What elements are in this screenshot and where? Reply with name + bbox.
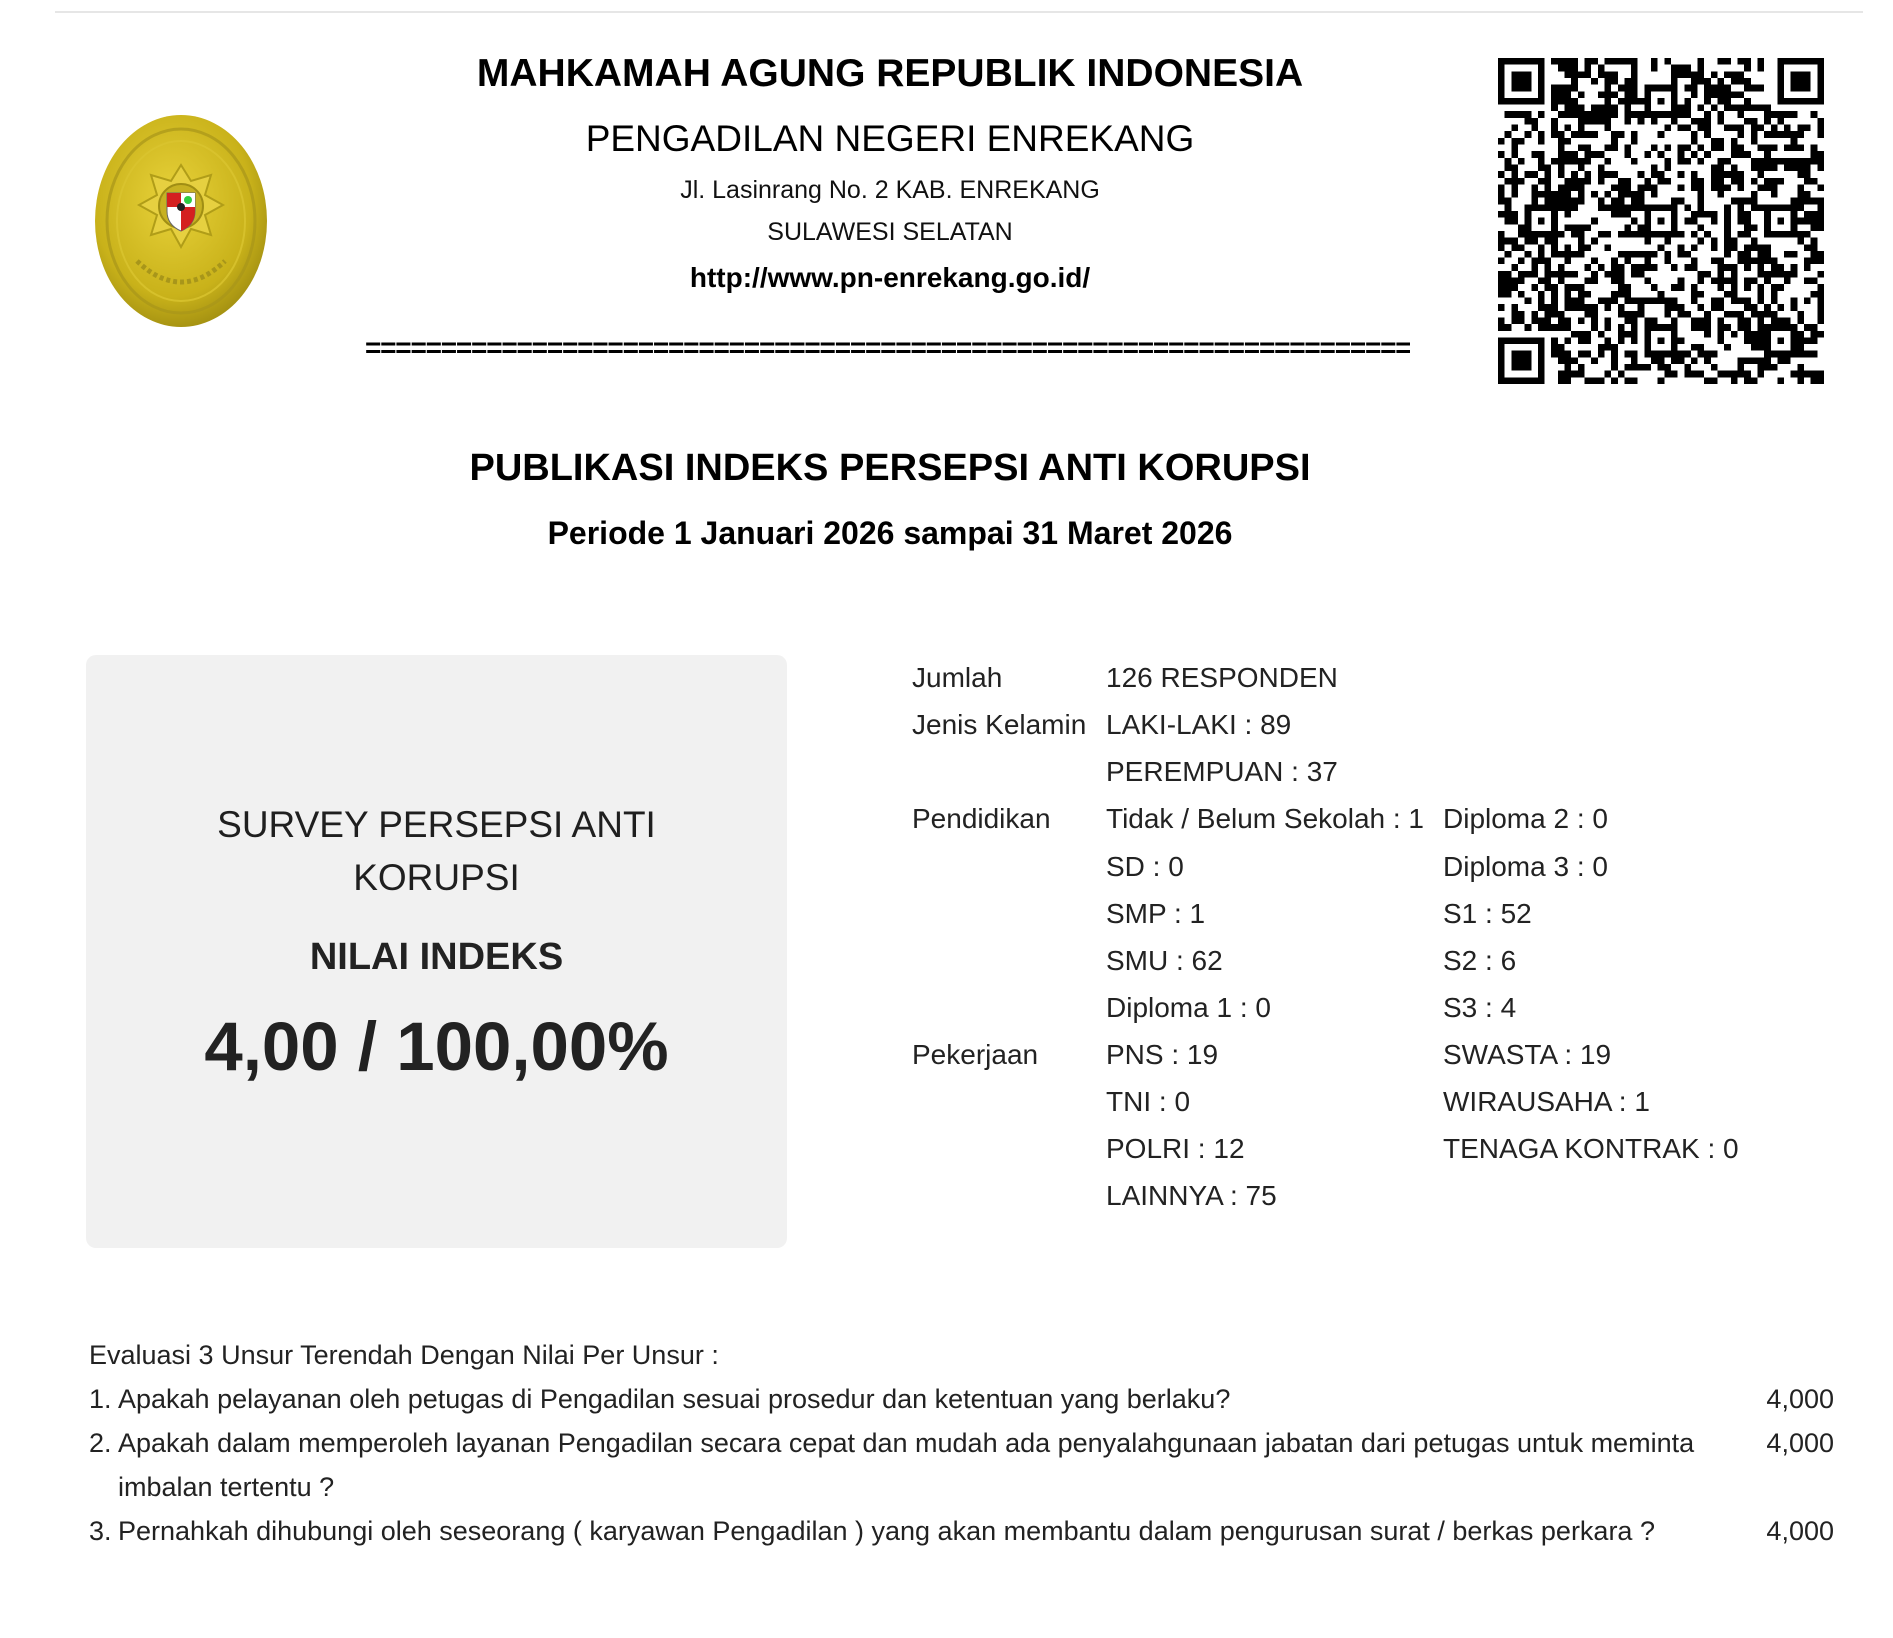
index-value: 4,00 / 100,00% xyxy=(204,1008,669,1085)
stat-value-secondary: Diploma 3 : 0 xyxy=(1443,851,1608,882)
stat-value: TNI : 0 xyxy=(1106,1086,1191,1117)
stat-value-secondary: S2 : 6 xyxy=(1443,945,1517,976)
evaluation-item xyxy=(89,1377,1834,1421)
header-separator: ===================================================================== xyxy=(365,332,1410,363)
evaluation-item-score: 4,000 xyxy=(1766,1384,1834,1414)
stat-value: Diploma 1 : 0 xyxy=(1106,992,1271,1023)
court-address: Jl. Lasinrang No. 2 KAB. ENREKANG xyxy=(680,176,1100,204)
stat-value-secondary: TENAGA KONTRAK : 0 xyxy=(1443,1133,1739,1164)
stat-value: PEREMPUAN : 37 xyxy=(1106,756,1338,787)
evaluation-item-number: 1. xyxy=(89,1384,112,1414)
stat-value: LAKI-LAKI : 89 xyxy=(1106,709,1292,740)
period-subtitle: Periode 1 Januari 2026 sampai 31 Maret 2026 xyxy=(547,515,1233,551)
stat-value: LAINNYA : 75 xyxy=(1106,1180,1277,1211)
stat-value: SMU : 62 xyxy=(1106,945,1223,976)
court-website-link[interactable]: http://www.pn-enrekang.go.id/ xyxy=(689,262,1091,293)
qr-code-icon xyxy=(1498,58,1824,384)
evaluation-heading: Evaluasi 3 Unsur Terendah Dengan Nilai Per Unsur : xyxy=(89,1340,719,1370)
evaluation-item-number: 3. xyxy=(89,1516,112,1546)
stat-value: Tidak / Belum Sekolah : 1 xyxy=(1106,803,1425,834)
stat-value: 126 RESPONDEN xyxy=(1106,662,1338,693)
institution-name: MAHKAMAH AGUNG REPUBLIK INDONESIA xyxy=(476,52,1304,95)
evaluation-item xyxy=(89,1509,1834,1553)
mahkamah-agung-emblem-icon xyxy=(93,113,269,329)
evaluation-item-question: Pernahkah dihubungi oleh seseorang ( karyawan Pengadilan ) yang akan membantu dalam pengurusan surat / berkas perkara ? xyxy=(118,1516,1655,1546)
stat-value-secondary: WIRAUSAHA : 1 xyxy=(1443,1086,1650,1117)
court-name: PENGADILAN NEGERI ENREKANG xyxy=(585,118,1195,159)
index-label: NILAI INDEKS xyxy=(309,936,564,978)
index-score-card xyxy=(86,655,787,1248)
card-subtitle-line2: KORUPSI xyxy=(353,857,520,898)
stat-value-secondary: S1 : 52 xyxy=(1443,898,1532,929)
evaluation-item-score: 4,000 xyxy=(1766,1428,1834,1458)
evaluation-section xyxy=(89,1333,1834,1553)
stat-label: Pekerjaan xyxy=(912,1039,1039,1070)
stat-label: Jumlah xyxy=(912,662,1003,693)
evaluation-item-question: Apakah dalam memperoleh layanan Pengadilan secara cepat dan mudah ada penyalahgunaan jabatan dari petugas untuk meminta imbalan tertentu ? xyxy=(118,1428,1695,1502)
stat-value-secondary: SWASTA : 19 xyxy=(1443,1039,1612,1070)
stat-label: Jenis Kelamin xyxy=(912,709,1087,740)
card-subtitle-line1: SURVEY PERSEPSI ANTI xyxy=(217,804,656,845)
evaluation-item-question: Apakah pelayanan oleh petugas di Pengadilan sesuai prosedur dan ketentuan yang berlaku? xyxy=(118,1384,1231,1414)
stat-value-secondary: Diploma 2 : 0 xyxy=(1443,803,1608,834)
evaluation-item xyxy=(89,1421,1834,1509)
stat-value: POLRI : 12 xyxy=(1106,1133,1245,1164)
card-subtitle xyxy=(86,798,787,904)
evaluation-item-number: 2. xyxy=(89,1428,112,1458)
page-title: PUBLIKASI INDEKS PERSEPSI ANTI KORUPSI xyxy=(469,447,1311,489)
top-divider xyxy=(55,11,1863,13)
evaluation-item-score: 4,000 xyxy=(1766,1516,1834,1546)
stat-label: Pendidikan xyxy=(912,803,1051,834)
stat-value: PNS : 19 xyxy=(1106,1039,1219,1070)
stat-value: SD : 0 xyxy=(1106,851,1184,882)
stat-value: SMP : 1 xyxy=(1106,898,1206,929)
stat-value-secondary: S3 : 4 xyxy=(1443,992,1517,1023)
court-province: SULAWESI SELATAN xyxy=(767,218,1013,246)
